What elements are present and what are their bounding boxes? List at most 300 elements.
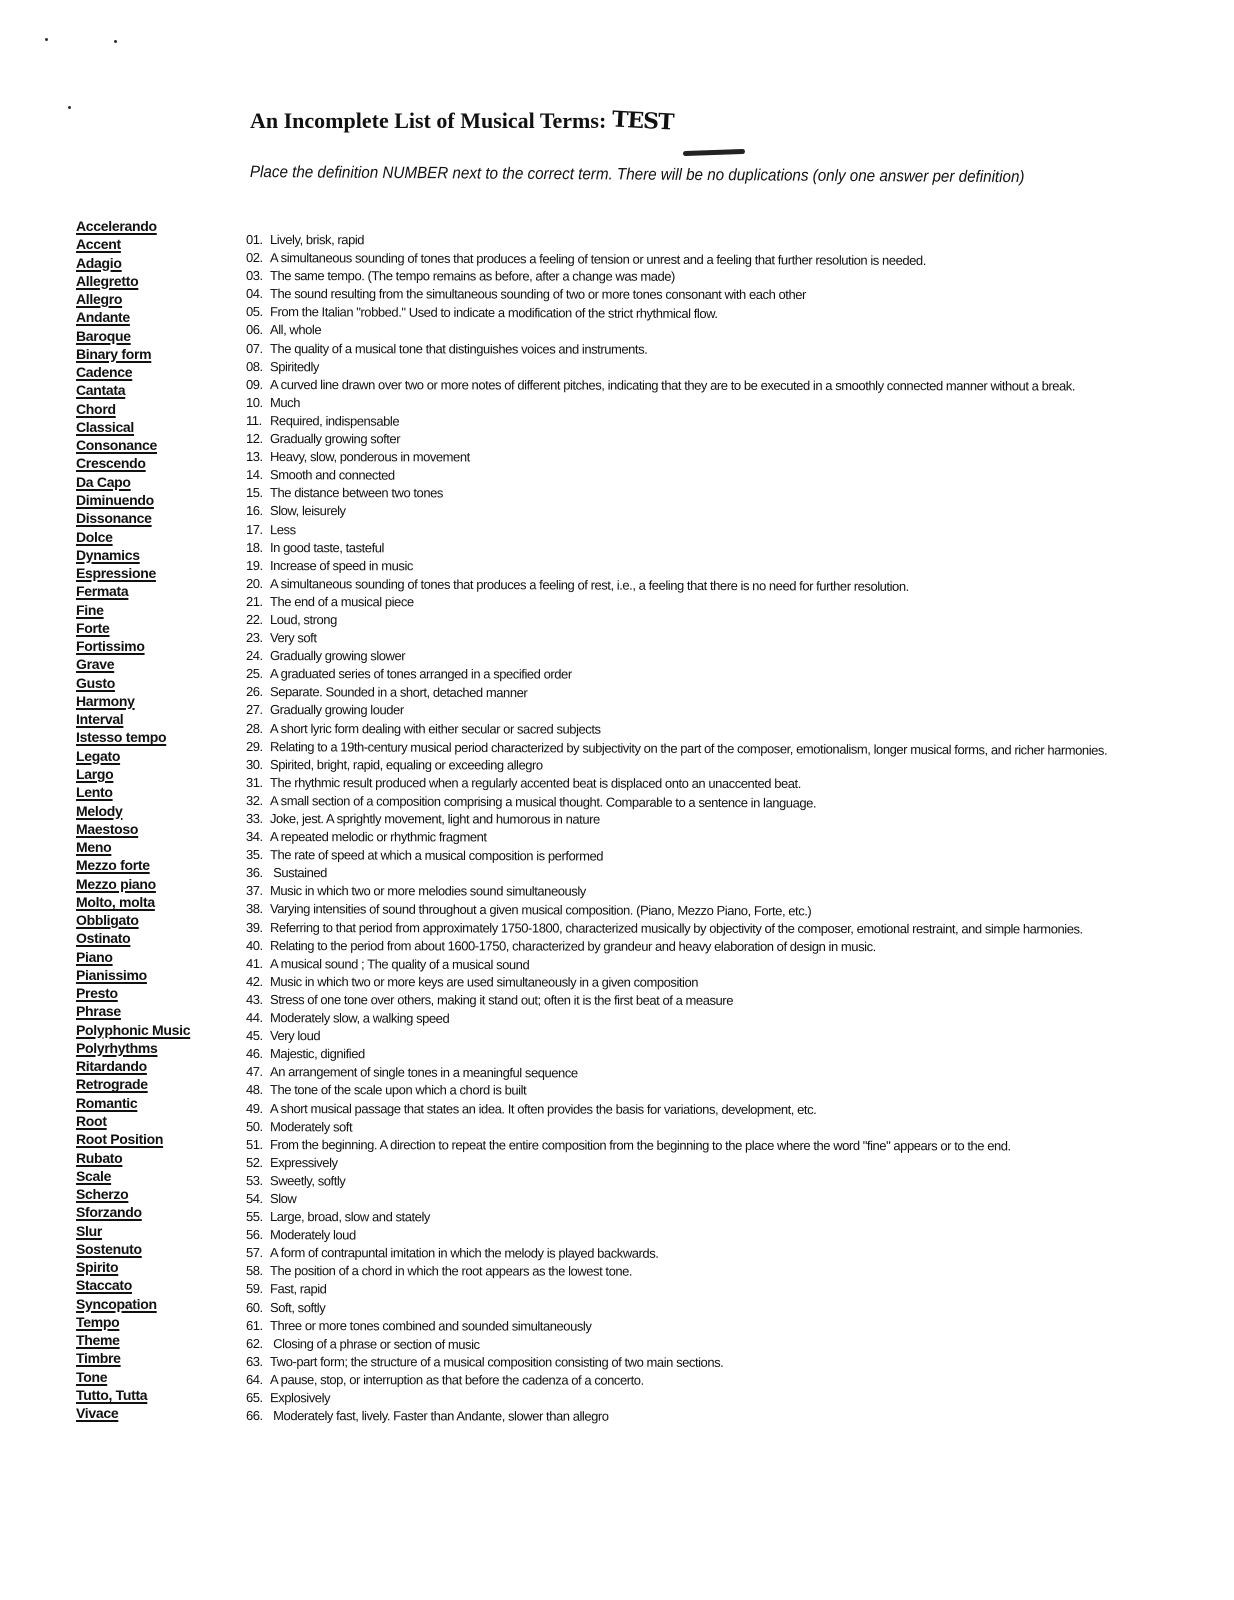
- definition-text: A short musical passage that states an idea. It often provides the basis for variations, development, etc.: [269, 1100, 817, 1117]
- definition-item: [246, 394, 1107, 414]
- term-label: Cadence: [76, 364, 133, 381]
- definition-number: 50.: [245, 1118, 263, 1134]
- definition-text: Moderately fast, lively. Faster than Andante, slower than allegro: [269, 1408, 609, 1424]
- term-label: Grave: [76, 656, 115, 673]
- definition-number: 58.: [245, 1263, 263, 1279]
- handwritten-test-mark: TEST: [611, 106, 675, 136]
- term-item: [76, 929, 190, 947]
- definition-number: 25.: [245, 666, 263, 682]
- definition-item: [246, 231, 1107, 251]
- term-item: [76, 1313, 190, 1331]
- definition-text: A simultaneous sounding of tones that produces a feeling of tension or unrest and a feeling that further resolution is needed.: [269, 250, 926, 269]
- term-label: Espressione: [76, 565, 156, 582]
- definition-text: The rhythmic result produced when a regularly accented beat is displaced onto an unaccented beat.: [269, 774, 801, 791]
- term-label: Obbligato: [76, 912, 139, 929]
- term-label: Piano: [76, 948, 113, 965]
- term-item: [76, 1039, 190, 1057]
- definition-item: [246, 810, 1107, 830]
- definition-number: 19.: [245, 557, 263, 573]
- term-label: Staccato: [76, 1277, 132, 1294]
- definition-text: Much: [269, 394, 301, 410]
- definition-number: 26.: [245, 684, 263, 700]
- term-item: [76, 1203, 190, 1221]
- definition-item: [246, 1407, 1107, 1427]
- title-text: An Incomplete List of Musical Terms:: [250, 108, 607, 133]
- term-item: [76, 637, 190, 655]
- term-item: [76, 400, 190, 418]
- term-item: [76, 1258, 190, 1276]
- definition-number: 21.: [245, 593, 263, 609]
- definition-item: [246, 774, 1107, 794]
- definition-number: 34.: [245, 829, 263, 845]
- term-label: Sforzando: [76, 1204, 142, 1221]
- definition-text: Gradually growing slower: [269, 648, 406, 664]
- definition-item: [246, 1353, 1107, 1373]
- definition-item: [246, 1190, 1107, 1210]
- definition-text: The tone of the scale upon which a chord is built: [269, 1082, 527, 1098]
- term-item: [76, 911, 190, 929]
- definition-text: A curved line drawn over two or more notes of different pitches, indicating that they are to be executed in a smoothly connected manner without a break.: [269, 376, 1076, 394]
- term-item: [76, 363, 190, 381]
- term-label: Slur: [76, 1222, 103, 1239]
- term-label: Ostinato: [76, 930, 131, 947]
- term-item: [76, 1331, 190, 1349]
- definition-number: 08.: [245, 358, 263, 374]
- term-item: [76, 1349, 190, 1367]
- definition-number: 59.: [245, 1281, 263, 1297]
- definition-item: [246, 882, 1107, 902]
- definition-number: 24.: [245, 648, 263, 664]
- definition-text: Music in which two or more keys are used simultaneously in a given composition: [269, 973, 699, 990]
- definition-text: Separate. Sounded in a short, detached manner: [269, 684, 528, 701]
- term-label: Ritardando: [76, 1058, 147, 1075]
- term-item: [76, 582, 190, 600]
- definition-text: A short lyric form dealing with either secular or sacred subjects: [269, 720, 601, 737]
- term-label: Root Position: [76, 1131, 164, 1148]
- term-label: Tutto, Tutta: [76, 1387, 148, 1403]
- term-item: [76, 546, 190, 564]
- term-label: Largo: [76, 765, 114, 782]
- term-item: [76, 674, 190, 692]
- term-item: [76, 1386, 190, 1404]
- term-item: [76, 728, 190, 746]
- term-label: Interval: [76, 711, 124, 728]
- definition-text: From the Italian "robbed." Used to indicate a modification of the strict rhythmical flow.: [269, 304, 718, 322]
- definition-text: Slow: [269, 1191, 297, 1207]
- definition-number: 05.: [245, 304, 263, 320]
- definition-text: Gradually growing softer: [269, 431, 401, 447]
- definition-text: Music in which two or more melodies sound simultaneously: [269, 883, 586, 899]
- definition-text: Relating to a 19th-century musical period characterized by subjectivity on the part of the composer, emotionalism, longer musical forms, and richer harmonies.: [269, 738, 1108, 758]
- definition-text: Slow, leisurely: [269, 503, 346, 519]
- term-item: [76, 1021, 190, 1039]
- definition-item: [246, 991, 1107, 1011]
- term-label: Binary form: [76, 345, 152, 362]
- term-label: Diminuendo: [76, 491, 154, 508]
- definition-number: 41.: [245, 955, 263, 971]
- definition-text: A musical sound ; The quality of a musical sound: [269, 955, 530, 972]
- term-label: Cantata: [76, 382, 126, 399]
- definition-number: 06.: [245, 322, 263, 338]
- definition-text: Lively, brisk, rapid: [269, 232, 365, 248]
- term-item: [76, 473, 190, 491]
- definition-item: [246, 593, 1107, 613]
- definition-number: 10.: [245, 394, 263, 410]
- definition-number: 63.: [245, 1353, 263, 1369]
- term-label: Theme: [76, 1332, 120, 1349]
- definition-item: [246, 502, 1107, 522]
- term-item: [76, 948, 190, 966]
- term-item: [76, 966, 190, 984]
- definition-item: [246, 1244, 1107, 1264]
- term-label: Polyrhythms: [76, 1039, 158, 1056]
- definition-number: 66.: [245, 1408, 263, 1424]
- definition-text: An arrangement of single tones in a meaningful sequence: [269, 1064, 578, 1081]
- definition-number: 04.: [245, 286, 263, 302]
- definition-text: Majestic, dignified: [269, 1046, 365, 1062]
- term-item: [76, 893, 190, 911]
- term-item: [76, 1002, 190, 1020]
- definition-text: The same tempo. (The tempo remains as before, after a change was made): [269, 268, 675, 284]
- term-item: [76, 1167, 190, 1185]
- term-item: [76, 272, 190, 290]
- term-label: Tone: [76, 1368, 108, 1385]
- definition-item: [246, 484, 1107, 504]
- term-label: Dolce: [76, 528, 113, 545]
- term-label: Istesso tempo: [76, 729, 167, 746]
- definition-text: Sustained: [269, 865, 327, 881]
- term-item: [76, 381, 190, 399]
- definition-number: 47.: [245, 1064, 263, 1080]
- term-item: [76, 491, 190, 509]
- term-label: Scale: [76, 1167, 112, 1184]
- definition-number: 52.: [245, 1154, 263, 1170]
- term-item: [76, 327, 190, 345]
- definition-item: [246, 1317, 1107, 1337]
- term-label: Polyphonic Music: [76, 1021, 191, 1038]
- term-label: Accelerando: [76, 218, 157, 234]
- definition-number: 23.: [245, 630, 263, 646]
- term-label: Rubato: [76, 1149, 123, 1166]
- term-item: [76, 454, 190, 472]
- definition-number: 14.: [245, 467, 263, 483]
- definition-number: 39.: [245, 919, 263, 935]
- definition-text: A graduated series of tones arranged in a specified order: [269, 666, 572, 682]
- term-label: Classical: [76, 418, 135, 435]
- definition-item: [246, 919, 1107, 939]
- term-item: [76, 601, 190, 619]
- definition-number: 17.: [245, 521, 263, 537]
- definition-item: [246, 720, 1107, 740]
- definition-text: A pause, stop, or interruption as that before the cadenza of a concerto.: [269, 1371, 644, 1388]
- definition-number: 56.: [245, 1227, 263, 1243]
- definition-number: 07.: [245, 340, 263, 356]
- term-item: [76, 436, 190, 454]
- definition-number: 48.: [245, 1082, 263, 1098]
- definition-number: 15.: [245, 485, 263, 501]
- definition-text: Very loud: [269, 1028, 321, 1044]
- definition-item: [246, 267, 1107, 287]
- term-item: [76, 290, 190, 308]
- term-item: [76, 783, 190, 801]
- definition-number: 29.: [245, 738, 263, 754]
- term-label: Consonance: [76, 437, 158, 454]
- term-item: [76, 509, 190, 527]
- definition-number: 61.: [245, 1317, 263, 1333]
- term-label: Fine: [76, 601, 104, 618]
- term-label: Accent: [76, 236, 121, 253]
- term-label: Andante: [76, 309, 130, 326]
- definition-text: Soft, softly: [269, 1299, 326, 1315]
- term-label: Fortissimo: [76, 638, 145, 655]
- definition-item: [246, 1136, 1107, 1156]
- term-item: [76, 528, 190, 546]
- scan-speck: [45, 38, 48, 41]
- definition-number: 38.: [245, 901, 263, 917]
- definition-item: [246, 828, 1107, 848]
- definition-text: Heavy, slow, ponderous in movement: [269, 449, 470, 465]
- term-label: Legato: [76, 747, 121, 764]
- term-item: [76, 308, 190, 326]
- term-item: [76, 619, 190, 637]
- term-item: [76, 1075, 190, 1093]
- definition-text: Three or more tones combined and sounded simultaneously: [269, 1317, 592, 1334]
- definition-number: 43.: [245, 991, 263, 1007]
- term-item: [76, 418, 190, 436]
- definition-item: [246, 1100, 1107, 1120]
- definition-number: 40.: [245, 937, 263, 953]
- definition-text: Sweetly, softly: [269, 1172, 346, 1189]
- term-item: [76, 1149, 190, 1167]
- definition-text: Stress of one tone over others, making it stand out; often it is the first beat of a measure: [269, 991, 733, 1008]
- definition-text: Moderately loud: [269, 1227, 356, 1243]
- definition-text: Expressively: [269, 1154, 338, 1170]
- definition-text: Varying intensities of sound throughout a given musical composition. (Piano, Mezzo Piano, Forte, etc.): [269, 901, 812, 919]
- definition-number: 18.: [245, 539, 263, 555]
- term-label: Syncopation: [76, 1295, 157, 1312]
- definition-item: [246, 557, 1107, 577]
- definition-number: 42.: [245, 973, 263, 989]
- definition-number: 57.: [245, 1245, 263, 1261]
- definition-item: [246, 647, 1107, 667]
- definition-text: All, whole: [269, 322, 322, 338]
- term-label: Molto, molta: [76, 893, 155, 910]
- definition-item: [246, 937, 1107, 957]
- term-label: Presto: [76, 985, 118, 1002]
- definition-number: 13.: [245, 449, 263, 465]
- term-item: [76, 747, 190, 765]
- definition-item: [246, 285, 1107, 305]
- term-item: [76, 820, 190, 838]
- term-item: [76, 1276, 190, 1294]
- definition-item: [246, 1371, 1107, 1391]
- definition-number: 45.: [245, 1028, 263, 1044]
- term-label: Root: [76, 1113, 107, 1130]
- definition-number: 28.: [245, 720, 263, 736]
- definition-text: Referring to that period from approximately 1750-1800, characterized musically by objectivity of the composer, emotional restraint, and simple harmonies.: [269, 919, 1083, 937]
- definition-item: [246, 973, 1107, 993]
- definition-number: 51.: [245, 1136, 263, 1152]
- definition-number: 37.: [245, 883, 263, 899]
- definition-number: 32.: [245, 792, 263, 808]
- definition-item: [246, 701, 1107, 721]
- definition-item: [246, 1262, 1107, 1282]
- term-item: [76, 765, 190, 783]
- definition-text: Joke, jest. A sprightly movement, light and humorous in nature: [269, 811, 600, 827]
- term-label: Melody: [76, 802, 123, 819]
- term-label: Phrase: [76, 1003, 121, 1020]
- definition-item: [246, 756, 1107, 776]
- definition-text: Increase of speed in music: [269, 557, 413, 573]
- definition-number: 60.: [245, 1299, 263, 1315]
- definition-item: [246, 611, 1107, 631]
- definition-number: 62.: [245, 1335, 263, 1351]
- scribble-mark: [683, 149, 745, 156]
- definition-item: [246, 321, 1107, 341]
- term-item: [76, 875, 190, 893]
- definition-number: 09.: [245, 376, 263, 392]
- definition-number: 65.: [245, 1390, 263, 1406]
- scan-speck: [68, 106, 71, 109]
- term-item: [76, 984, 190, 1002]
- definition-number: 54.: [245, 1190, 263, 1206]
- definition-number: 16.: [245, 503, 263, 519]
- term-item: [76, 1094, 190, 1112]
- term-item: [76, 235, 190, 253]
- definition-number: 44.: [245, 1010, 263, 1026]
- term-label: Allegro: [76, 291, 123, 308]
- page-title: [250, 108, 674, 134]
- definition-text: Relating to the period from about 1600-1750, characterized by grandeur and heavy elaboration of design in music.: [269, 937, 876, 954]
- term-label: Mezzo piano: [76, 875, 156, 892]
- definition-text: Spiritedly: [269, 358, 320, 374]
- definition-text: Gradually growing louder: [269, 702, 404, 718]
- term-item: [76, 838, 190, 856]
- definition-text: A small section of a composition comprising a musical thought. Comparable to a sentence in language.: [269, 793, 817, 811]
- definition-number: 01.: [245, 232, 263, 248]
- definition-item: [246, 1027, 1107, 1047]
- definition-number: 30.: [245, 756, 263, 772]
- definition-number: 11.: [245, 412, 262, 429]
- definition-text: The rate of speed at which a musical composition is performed: [269, 847, 604, 864]
- terms-list: [76, 217, 190, 1423]
- term-label: Spirito: [76, 1259, 119, 1276]
- term-item: [76, 710, 190, 728]
- term-label: Chord: [76, 400, 116, 417]
- term-label: Gusto: [76, 674, 115, 691]
- definition-text: The sound resulting from the simultaneous sounding of two or more tones consonant with each other: [269, 286, 806, 303]
- term-item: [76, 802, 190, 820]
- definition-text: A form of contrapuntal imitation in which the melody is played backwards.: [269, 1245, 659, 1261]
- term-label: Dynamics: [76, 546, 140, 563]
- term-item: [76, 655, 190, 673]
- term-label: Maestoso: [76, 820, 139, 837]
- definition-number: 35.: [245, 847, 263, 863]
- definition-text: Fast, rapid: [269, 1281, 327, 1297]
- definition-item: [246, 864, 1107, 884]
- definitions-list: [246, 231, 1107, 1425]
- definition-number: 22.: [245, 611, 263, 627]
- term-label: Allegretto: [76, 272, 139, 289]
- definition-text: Loud, strong: [269, 612, 337, 628]
- definition-text: Spirited, bright, rapid, equaling or exceeding allegro: [269, 756, 543, 773]
- definition-text: The end of a musical piece: [269, 593, 414, 610]
- term-label: Tempo: [76, 1313, 120, 1330]
- definition-number: 46.: [245, 1046, 263, 1062]
- definition-number: 53.: [245, 1172, 263, 1188]
- definition-number: 36.: [245, 865, 263, 881]
- term-label: Mezzo forte: [76, 857, 150, 874]
- term-label: Adagio: [76, 254, 122, 271]
- term-label: Forte: [76, 619, 110, 636]
- definition-text: The quality of a musical tone that distinguishes voices and instruments.: [269, 340, 648, 357]
- definition-number: 02.: [245, 250, 263, 266]
- definition-text: Required, indispensable: [269, 413, 400, 429]
- term-label: Meno: [76, 839, 112, 856]
- term-item: [76, 345, 190, 363]
- term-label: Crescendo: [76, 455, 146, 472]
- term-label: Harmony: [76, 692, 135, 709]
- term-item: [76, 1295, 190, 1313]
- instructions: Place the definition NUMBER next to the correct term. There will be no duplications (only one answer per definition): [249, 163, 1025, 187]
- definition-number: 49.: [245, 1100, 263, 1116]
- definition-item: [246, 665, 1107, 685]
- definition-item: [246, 448, 1107, 468]
- definition-item: [246, 1299, 1107, 1319]
- definition-item: [246, 1154, 1107, 1174]
- term-label: Baroque: [76, 327, 131, 344]
- definition-item: [246, 430, 1107, 450]
- term-item: [76, 1057, 190, 1075]
- term-item: [76, 564, 190, 582]
- definition-text: Smooth and connected: [269, 467, 395, 483]
- definition-number: 55.: [245, 1209, 263, 1225]
- definition-text: From the beginning. A direction to repeat the entire composition from the beginning to the place where the word "fine" appears or to the end.: [269, 1136, 1011, 1154]
- term-item: [76, 217, 190, 235]
- term-label: Da Capo: [76, 473, 131, 490]
- definition-item: [246, 1081, 1107, 1101]
- definition-number: 31.: [245, 774, 263, 790]
- term-label: Lento: [76, 784, 113, 801]
- term-label: Romantic: [76, 1094, 138, 1111]
- definition-text: A repeated melodic or rhythmic fragment: [269, 829, 487, 845]
- definition-text: Large, broad, slow and stately: [269, 1209, 430, 1225]
- definition-text: Explosively: [269, 1390, 331, 1406]
- definition-text: Moderately slow, a walking speed: [269, 1010, 450, 1026]
- definition-text: Closing of a phrase or section of music: [269, 1335, 480, 1352]
- definition-item: [246, 1208, 1107, 1228]
- definition-text: The distance between two tones: [269, 485, 443, 501]
- term-label: Timbre: [76, 1350, 121, 1367]
- definition-item: [246, 340, 1107, 360]
- term-label: Vivace: [76, 1405, 119, 1422]
- definition-text: Less: [269, 521, 296, 537]
- term-label: Fermata: [76, 583, 129, 600]
- definition-number: 64.: [245, 1371, 263, 1387]
- scan-speck: [114, 40, 117, 43]
- term-label: Sostenuto: [76, 1240, 142, 1257]
- term-item: [76, 692, 190, 710]
- definition-item: [246, 1045, 1107, 1065]
- term-item: [76, 1368, 190, 1386]
- definition-item: [246, 376, 1107, 396]
- term-item: [76, 254, 190, 272]
- term-item: [76, 856, 190, 874]
- term-label: Scherzo: [76, 1186, 129, 1203]
- definition-item: [246, 539, 1107, 559]
- definition-number: 33.: [245, 811, 263, 827]
- term-item: [76, 1112, 190, 1130]
